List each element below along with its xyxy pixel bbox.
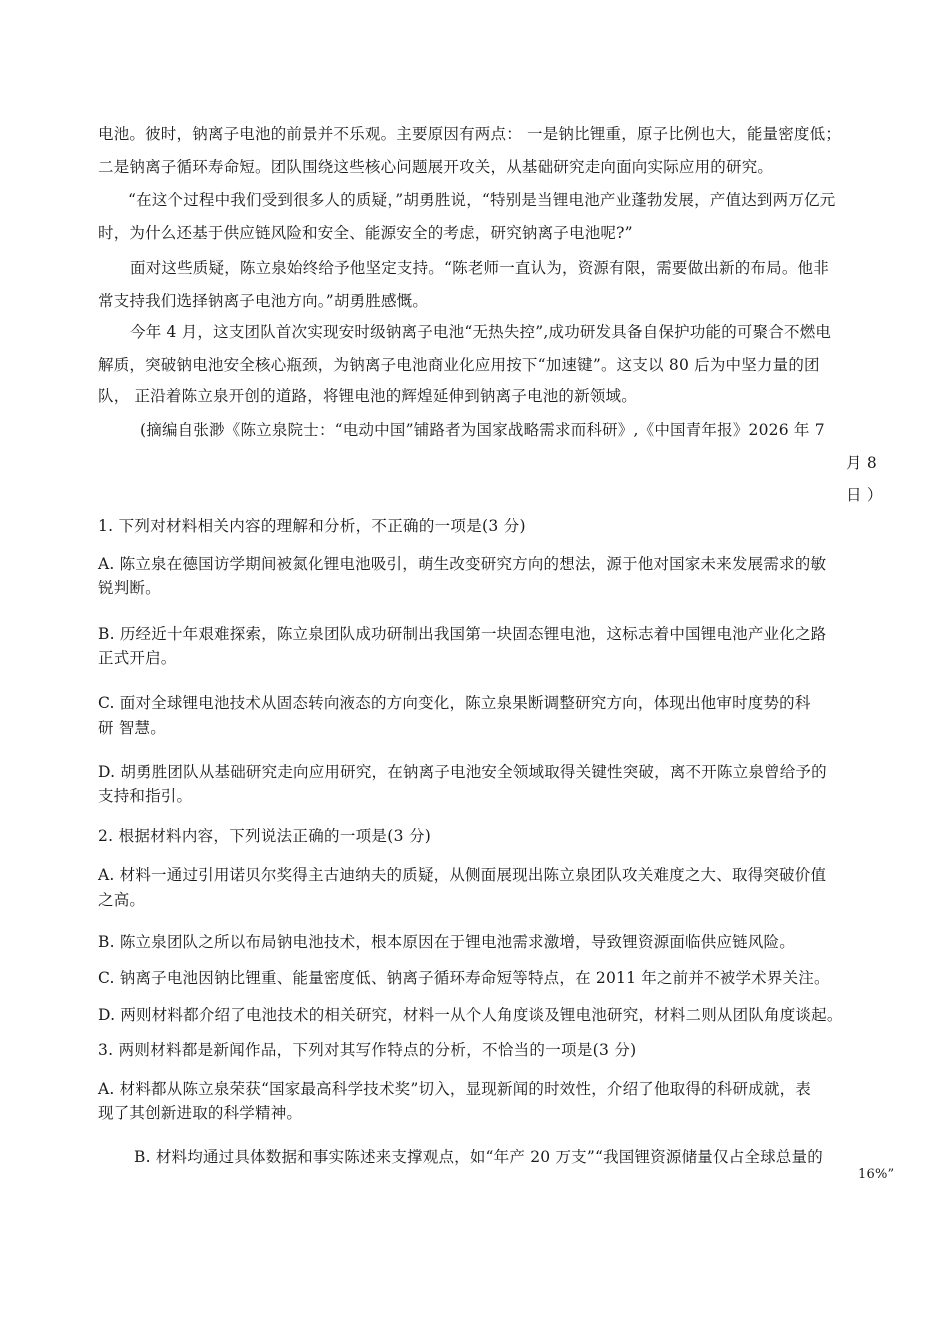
option-c[interactable]: C. 面对全球锂电池技术从固态转向液态的方向变化，陈立泉果断调整研究方向，体现出他审时度势的科: [98, 694, 811, 712]
option-d[interactable]: D. 胡勇胜团队从基础研究走向应用研究，在钠离子电池安全领域取得关键性突破，离不开陈立泉曾给予的: [98, 763, 827, 781]
question-stem: 3. 两则材料都是新闻作品，下列对其写作特点的分析，不恰当的一项是(3 分): [98, 1041, 637, 1059]
option-b-cont: 正式开启。: [98, 649, 177, 667]
option-b[interactable]: B. 历经近十年艰难探索，陈立泉团队成功研制出我国第一块固态锂电池，这标志着中国锂电池产业化之路: [98, 625, 827, 643]
source-citation: 日 ）: [846, 486, 883, 504]
option-d-cont: 支持和指引。: [98, 787, 193, 805]
option-b-cont: 16%”: [858, 1167, 895, 1182]
option-c-cont: 研 智慧。: [98, 719, 166, 737]
option-a[interactable]: A. 材料都从陈立泉荣获“国家最高科学技术奖”切入，显现新闻的时效性，介绍了他取得的科研成就，表: [98, 1080, 811, 1098]
passage-line: 今年 4 月，这支团队首次实现安时级钠离子电池“无热失控”,成功研发具备自保护功能的可聚合不燃电: [130, 323, 832, 341]
question-stem: 2. 根据材料内容，下列说法正确的一项是(3 分): [98, 827, 432, 845]
passage-line: 队， 正沿着陈立泉开创的道路，将锂电池的辉煌延伸到钠离子电池的新领域。: [98, 387, 637, 405]
passage-line: 二是钠离子循环寿命短。团队围绕这些核心问题展开攻关，从基础研究走向面向实际应用的研究。: [98, 158, 774, 176]
option-a[interactable]: A. 陈立泉在德国访学期间被氮化锂电池吸引，萌生改变研究方向的想法，源于他对国家未来发展需求的敏: [98, 555, 827, 573]
option-a[interactable]: A. 材料一通过引用诺贝尔奖得主古迪纳夫的质疑，从侧面展现出陈立泉团队攻关难度之大、取得突破价值: [98, 866, 827, 884]
passage-line: “在这个过程中我们受到很多人的质疑，”胡勇胜说，“特别是当锂电池产业蓬勃发展，产值达到两万亿元: [128, 191, 836, 209]
passage-line: 解质，突破钠电池安全核心瓶颈，为钠离子电池商业化应用按下“加速键”。这支以 80 后为中坚力量的团: [98, 356, 820, 374]
source-citation: 月 8: [846, 454, 877, 472]
option-d[interactable]: D. 两则材料都介绍了电池技术的相关研究，材料一从个人角度谈及锂电池研究，材料二则从团队角度谈起。: [98, 1006, 843, 1024]
option-a-cont: 之高。: [98, 891, 146, 909]
passage-line: 电池。彼时，钠离子电池的前景并不乐观。主要原因有两点： 一是钠比锂重，原子比例也大，能量密度低；: [98, 125, 842, 143]
source-citation: (摘编自张渺《陈立泉院士：“电动中国”铺路者为国家战略需求而科研》,《中国青年报》2026 年 7: [140, 421, 825, 439]
option-b[interactable]: B. 材料均通过具体数据和事实陈述来支撑观点，如“年产 20 万支”“我国锂资源储量仅占全球总量的: [134, 1148, 823, 1166]
option-b[interactable]: B. 陈立泉团队之所以布局钠电池技术，根本原因在于锂电池需求激增，导致锂资源面临供应链风险。: [98, 933, 795, 951]
question-stem: 1. 下列对材料相关内容的理解和分析，不正确的一项是(3 分): [98, 517, 526, 535]
option-a-cont: 现了其创新进取的科学精神。: [98, 1104, 303, 1122]
passage-line: 常支持我们选择钠离子电池方向。”胡勇胜感慨。: [98, 292, 429, 310]
passage-line: 时，为什么还基于供应链风险和安全、能源安全的考虑，研究钠离子电池呢?”: [98, 224, 633, 242]
option-a-cont: 锐判断。: [98, 579, 161, 597]
option-c[interactable]: C. 钠离子电池因钠比锂重、能量密度低、钠离子循环寿命短等特点，在 2011 年之前并不被学术界关注。: [98, 969, 830, 987]
passage-line: 面对这些质疑，陈立泉始终给予他坚定支持。“陈老师一直认为，资源有限，需要做出新的布局。他非: [130, 259, 829, 277]
